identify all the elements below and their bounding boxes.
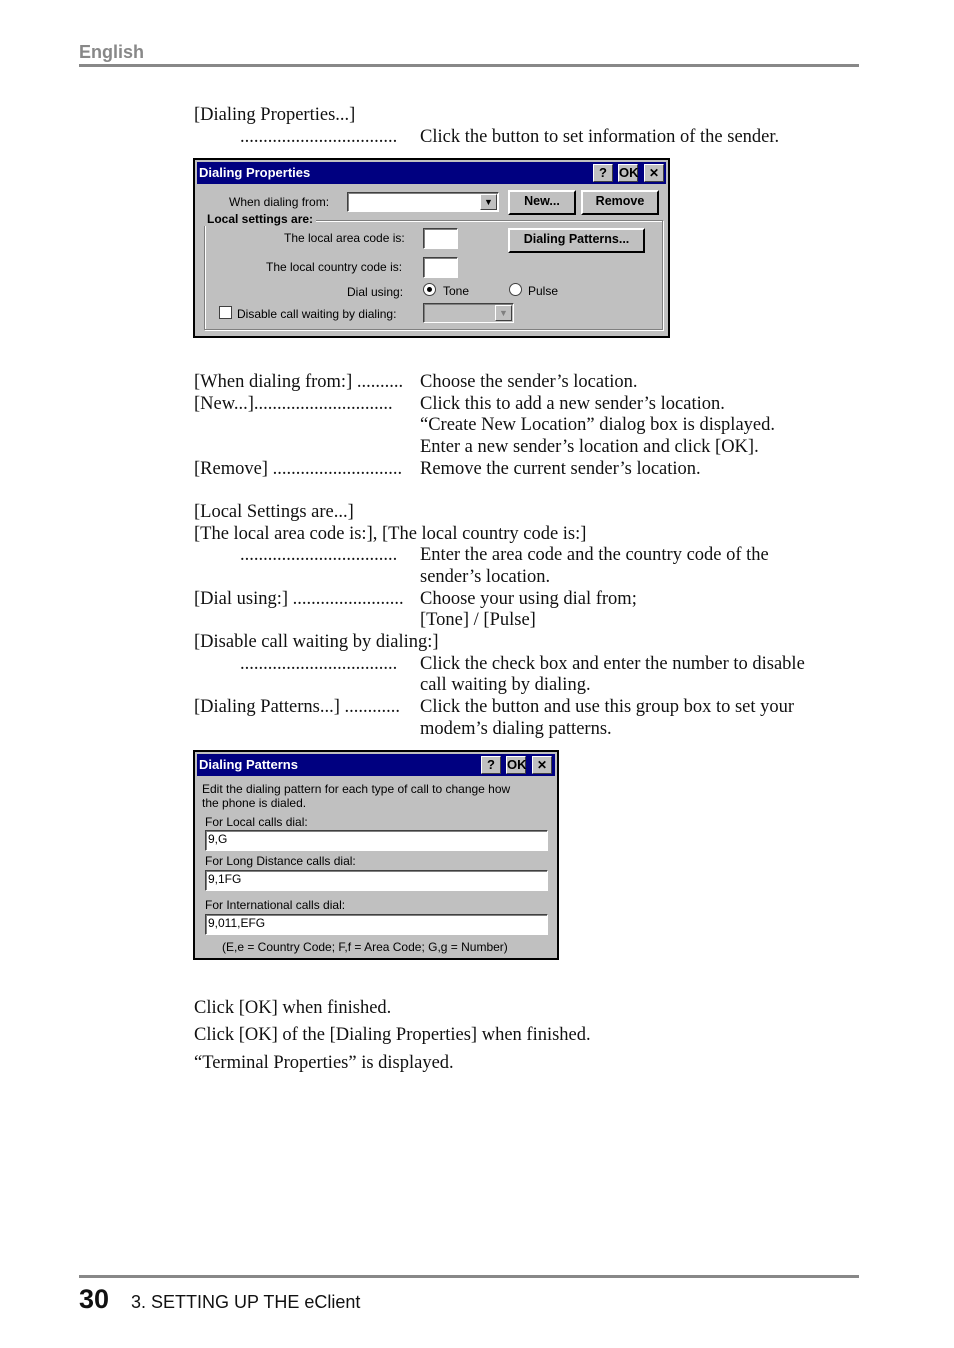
item-area-country: [The local area code is:], [The local country code is:]	[194, 524, 587, 544]
closing-line-3: “Terminal Properties” is displayed.	[194, 1053, 454, 1073]
dialing-patterns-button[interactable]: Dialing Patterns...	[508, 228, 645, 253]
pulse-radio[interactable]	[509, 283, 522, 296]
dialing-patterns-dialog	[193, 750, 559, 960]
dialog-titlebar	[197, 754, 555, 776]
desc-remove: Remove the current sender’s location.	[420, 459, 701, 479]
local-settings-label: Local settings are:	[204, 212, 316, 226]
item-disable-call-waiting: [Disable call waiting by dialing:]	[194, 632, 439, 652]
desc-area-country: Enter the area code and the country code of the	[420, 545, 769, 565]
desc-new-2: “Create New Location” dialog box is displayed.	[420, 415, 775, 435]
new-button[interactable]: New...	[508, 190, 576, 215]
remove-button[interactable]: Remove	[581, 190, 659, 215]
item-new: [New...]..............................	[194, 394, 393, 414]
footer-rule	[79, 1275, 859, 1278]
desc-dial-using: Choose your using dial from;	[420, 589, 637, 609]
ok-button[interactable]: OK	[507, 757, 527, 772]
help-button[interactable]: ?	[593, 164, 613, 182]
desc-when-dialing-from: Choose the sender’s location.	[420, 372, 638, 392]
desc-disable-call-waiting-2: call waiting by dialing.	[420, 675, 591, 695]
pulse-label: Pulse	[528, 284, 559, 298]
country-code-field[interactable]	[423, 257, 458, 278]
long-distance-label: For Long Distance calls dial:	[205, 854, 356, 868]
legend-note: (E,e = Country Code; F,f = Area Code; G,g = Number)	[222, 940, 508, 954]
desc-dialing-properties: Click the button to set information of the sender.	[420, 127, 780, 147]
dialing-properties-dialog	[193, 158, 670, 338]
desc-disable-call-waiting: Click the check box and enter the number to disable	[420, 654, 805, 674]
item-dial-using: [Dial using:] ........................	[194, 589, 404, 609]
country-code-label: The local country code is:	[266, 260, 403, 274]
chevron-down-icon: ▼	[480, 194, 497, 210]
item-dialing-patterns: [Dialing Patterns...] ............	[194, 697, 401, 717]
item-local-settings: [Local Settings are...]	[194, 502, 354, 522]
leader: ..................................	[240, 654, 398, 674]
local-calls-label: For Local calls dial:	[205, 815, 308, 829]
when-dialing-from-select[interactable]	[347, 192, 499, 212]
desc-new-3: Enter a new sender’s location and click [OK].	[420, 437, 759, 457]
intro-line-1: Edit the dialing pattern for each type of call to change how	[202, 782, 511, 796]
help-button[interactable]: ?	[481, 756, 501, 774]
when-dialing-from-label: When dialing from:	[229, 195, 330, 209]
tone-radio[interactable]	[423, 283, 436, 296]
item-remove: [Remove] ............................	[194, 459, 403, 479]
disable-call-waiting-checkbox[interactable]	[219, 306, 232, 319]
header-language: English	[79, 42, 145, 62]
chevron-down-icon: ▼	[495, 305, 512, 321]
ok-button[interactable]: OK	[619, 165, 639, 180]
desc-dialing-patterns-2: modem’s dialing patterns.	[420, 719, 612, 739]
leader: ..................................	[240, 545, 398, 565]
dialog-title: Dialing Properties	[199, 165, 311, 180]
header-rule	[79, 64, 859, 67]
item-when-dialing-from: [When dialing from:] ..........	[194, 372, 404, 392]
leader: ..................................	[240, 127, 398, 147]
closing-line-2: Click [OK] of the [Dialing Properties] when finished.	[194, 1025, 591, 1045]
disable-call-waiting-label: Disable call waiting by dialing:	[237, 307, 397, 321]
closing-line-1: Click [OK] when finished.	[194, 998, 392, 1018]
intro-line-2: the phone is dialed.	[202, 796, 307, 810]
page-number: 30	[79, 1284, 110, 1314]
item-dialing-properties: [Dialing Properties...]	[194, 105, 356, 125]
international-label: For International calls dial:	[205, 898, 346, 912]
tone-label: Tone	[443, 284, 470, 298]
dial-using-label: Dial using:	[347, 285, 404, 299]
area-code-field[interactable]	[423, 228, 458, 249]
desc-area-country-2: sender’s location.	[420, 567, 551, 587]
area-code-label: The local area code is:	[284, 231, 405, 245]
long-distance-field[interactable]: 9,1FG	[205, 870, 548, 891]
dialog-title: Dialing Patterns	[199, 757, 298, 772]
close-icon[interactable]: ✕	[532, 756, 552, 774]
international-field[interactable]: 9,011,EFG	[205, 914, 548, 935]
close-icon[interactable]: ✕	[644, 164, 664, 182]
local-calls-field[interactable]: 9,G	[205, 830, 548, 851]
chapter-title: 3. SETTING UP THE eClient	[131, 1292, 361, 1312]
desc-new: Click this to add a new sender’s location.	[420, 394, 725, 414]
disable-call-waiting-select[interactable]	[423, 303, 514, 323]
desc-dial-using-2: [Tone] / [Pulse]	[420, 610, 536, 630]
desc-dialing-patterns: Click the button and use this group box to set your	[420, 697, 795, 717]
